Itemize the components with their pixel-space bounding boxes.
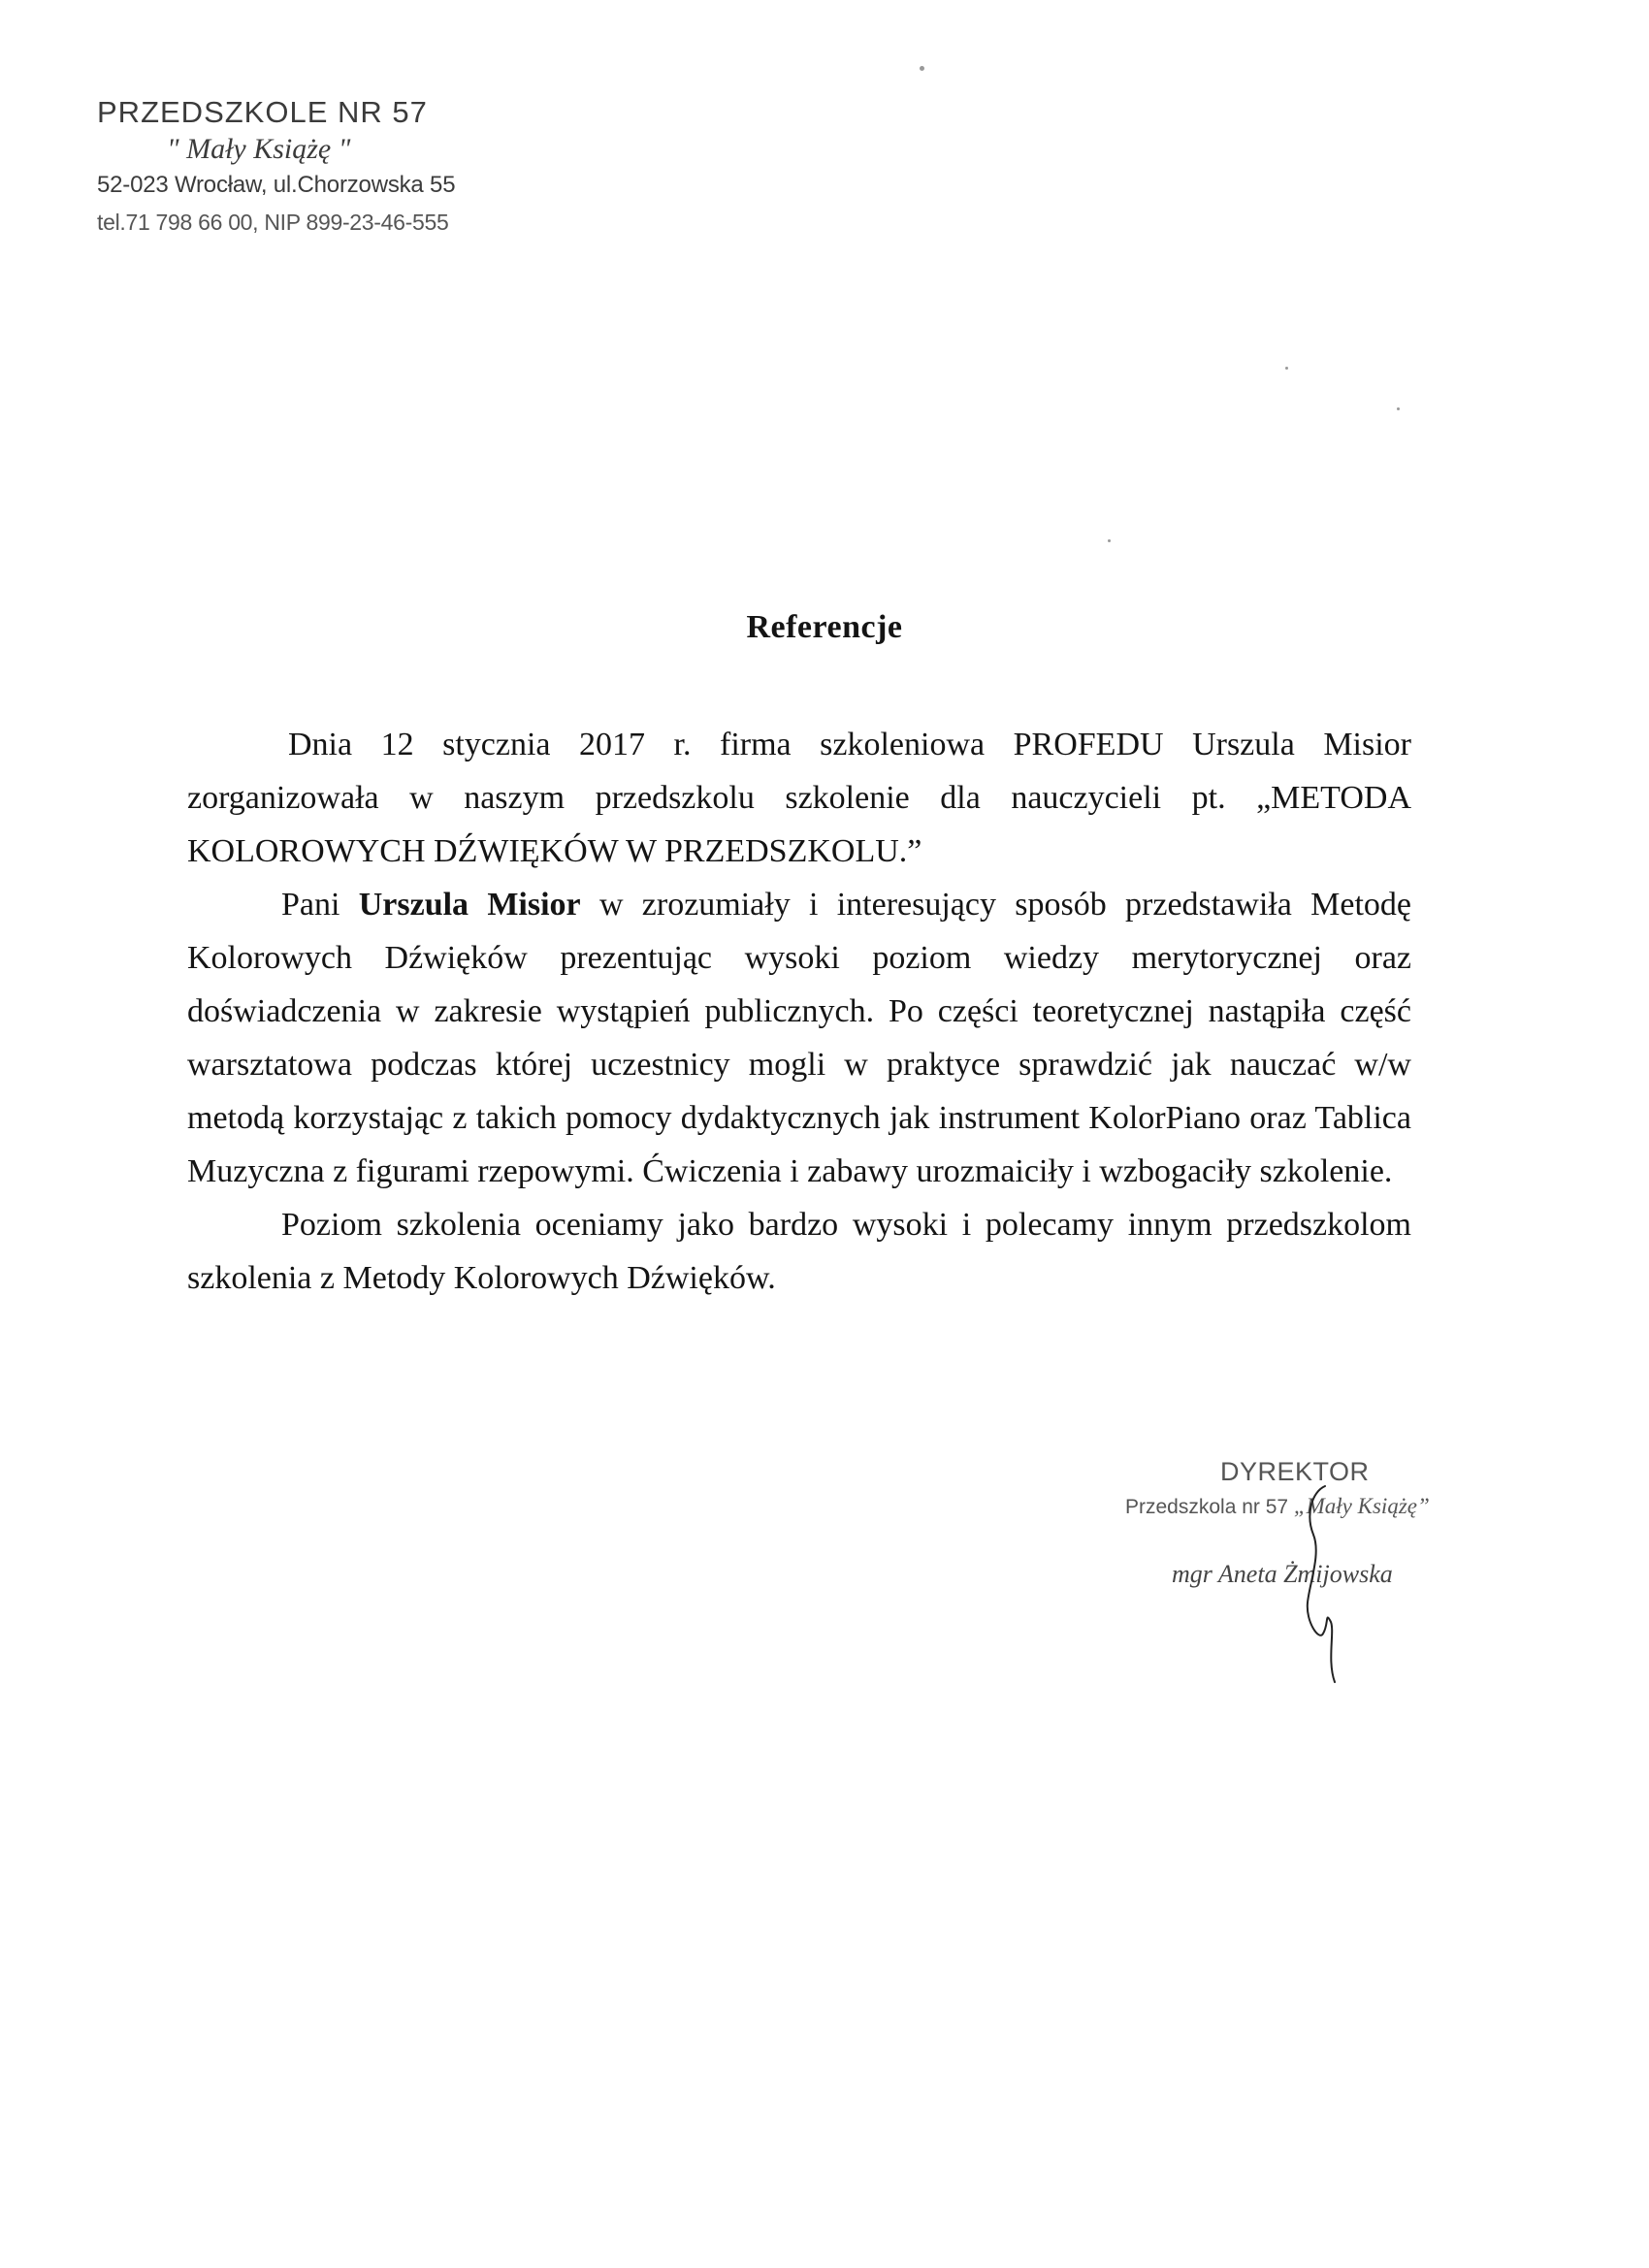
stamp-address: 52-023 Wrocław, ul.Chorzowska 55 <box>97 172 456 198</box>
stamp-name: PRZEDSZKOLE NR 57 <box>97 95 428 129</box>
scan-speck <box>1397 407 1400 410</box>
document-body <box>187 718 1411 1305</box>
paragraph-2-text: w zrozumiały i interesujący sposób przedstawiła Metodę Kolorowych Dźwięków prezentując wysoki poziom wiedzy merytorycznej oraz doświadczenia w zakresie wystąpień publicznych. Po części teoretycznej nastąpiła część warsztatowa podczas której uczestnicy mogli w praktyce sprawdzić jak nauczać w/w metodą korzystając z takich pomocy dydaktycznych jak instrument KolorPiano oraz Tablica Muzyczna z figurami rzepowymi. Ćwiczenia i zabawy urozmaiciły i wzbogaciły szkolenie. <box>187 887 1411 1189</box>
paragraph-1: Dnia 12 stycznia 2017 r. firma szkoleniowa PROFEDU Urszula Misior zorganizowała w naszym przedszkolu szkolenie dla nauczycieli pt. „METODA KOLOROWYCH DŹWIĘKÓW W PRZEDSZKOLU.” <box>187 727 1411 869</box>
signature-institution-nr: Przedszkola nr 57 <box>1125 1496 1289 1518</box>
paragraph-2-prefix: Pani <box>281 887 359 923</box>
signature-block <box>1106 1457 1513 1690</box>
scan-speck <box>1285 367 1288 370</box>
paragraph-2 <box>187 878 1411 1198</box>
scan-speck <box>1108 539 1111 542</box>
stamp-contact: tel.71 798 66 00, NIP 899-23-46-555 <box>97 210 449 235</box>
document-title: Referencje <box>746 609 903 645</box>
signature-institution-name: „Mały Książę” <box>1288 1494 1430 1518</box>
paragraph-3: Poziom szkolenia oceniamy jako bardzo wysoki i polecamy innym przedszkolom szkolenia z Metody Kolorowych Dźwięków. <box>187 1207 1411 1296</box>
stamp-nickname: " Mały Książę " <box>167 133 351 165</box>
institution-stamp <box>97 93 504 241</box>
handwritten-signature <box>1106 1457 1513 1690</box>
trainer-name: Urszula Misior <box>358 887 581 923</box>
signature-role: DYREKTOR <box>1220 1457 1370 1486</box>
signature-person: mgr Aneta Żmijowska <box>1172 1560 1393 1588</box>
scan-speck <box>920 66 924 71</box>
